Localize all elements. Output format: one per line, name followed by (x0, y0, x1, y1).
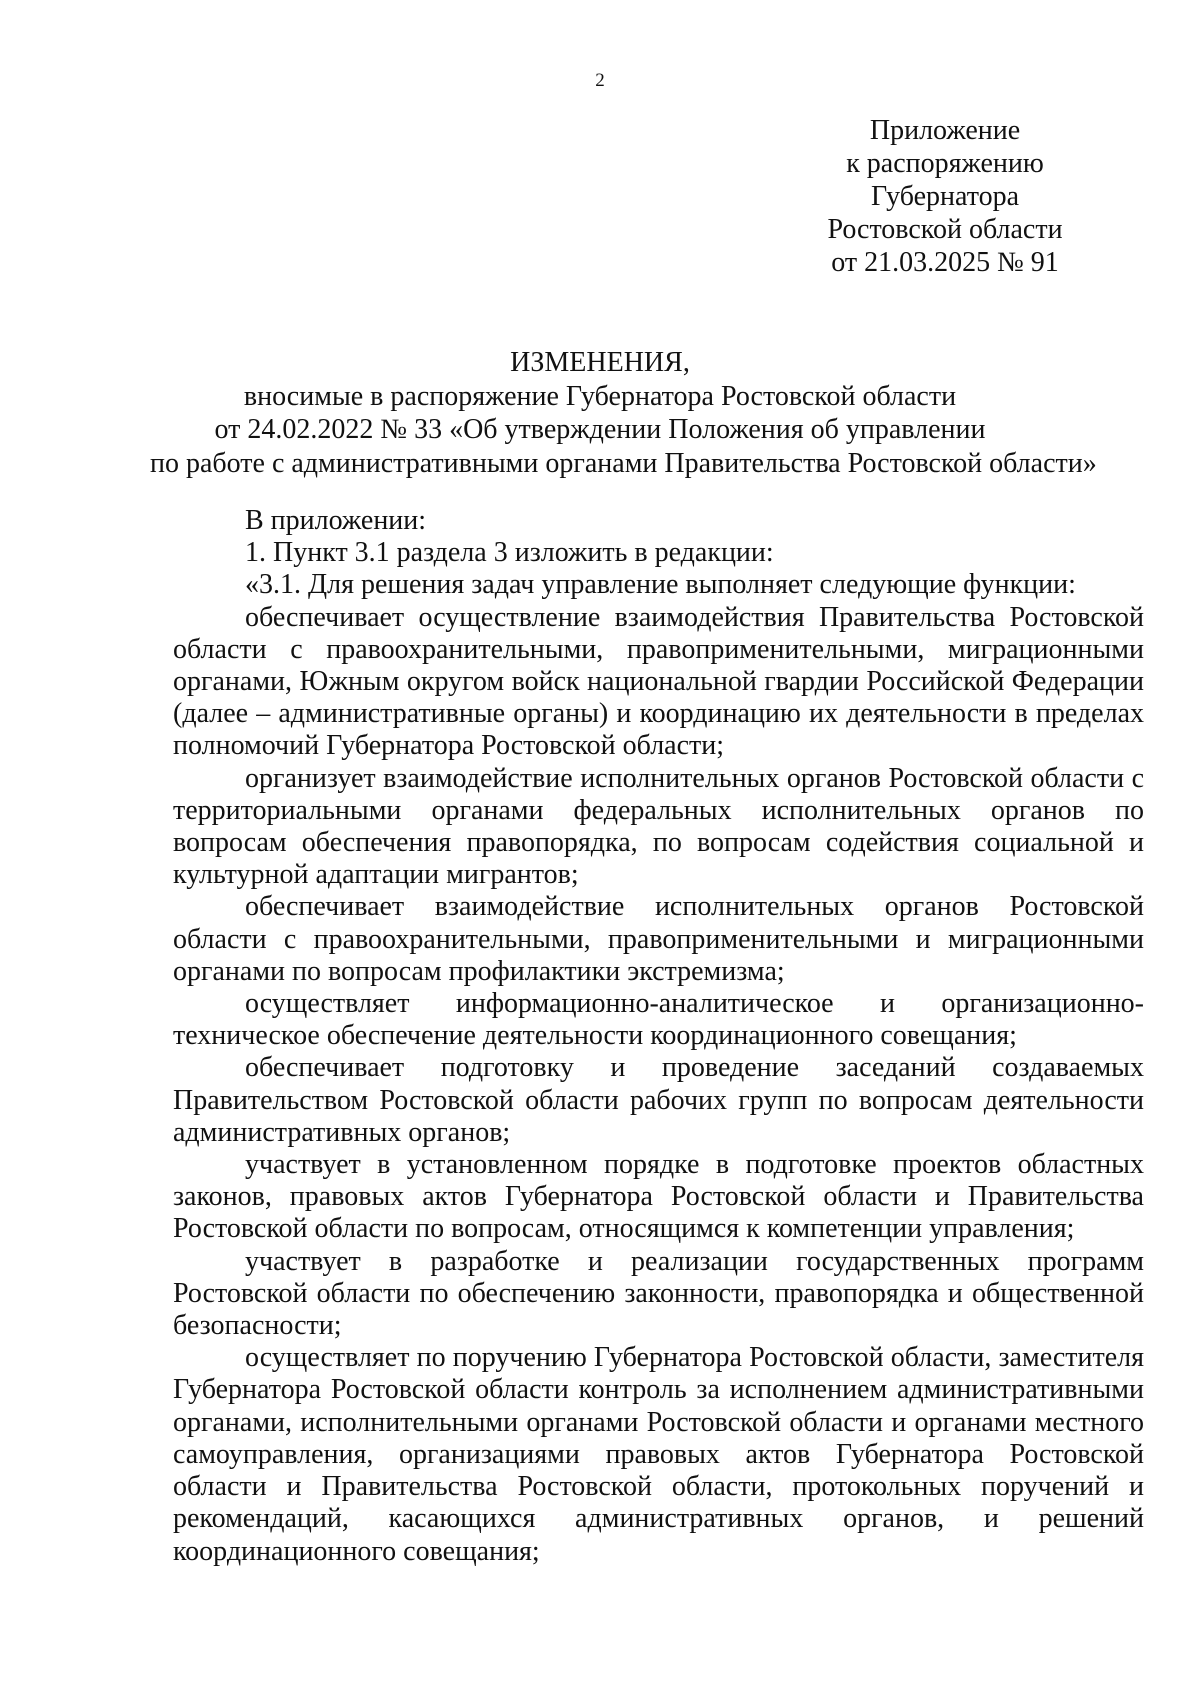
function-paragraph: организует взаимодействие исполнительных органов Ростовской области с территориальными органами федеральных исполнительных органов по вопросам обеспечения правопорядка, по вопросам содействия социальной и культурной адаптации мигрантов; (173, 762, 1144, 891)
appendix-line: Приложение (869, 115, 1021, 146)
document-heading (150, 346, 1097, 480)
function-paragraph: обеспечивает взаимодействие исполнительных органов Ростовской области с правоохранительными, правоприменительными и миграционными органами по вопросам профилактики экстремизма; (173, 891, 1144, 987)
item-1-line: 1. Пункт 3.1 раздела 3 изложить в редакции: (245, 537, 774, 569)
document-subtitle-line: по работе с административными органами Правительства Ростовской области» (150, 447, 1097, 479)
appendix-line: от 21.03.2025 № 91 (831, 247, 1059, 278)
document-title: ИЗМЕНЕНИЯ, (510, 347, 690, 378)
function-paragraph: обеспечивает подготовку и проведение заседаний создаваемых Правительством Ростовской области рабочих групп по вопросам деятельности административных органов; (173, 1052, 1144, 1148)
function-paragraph: обеспечивает осуществление взаимодействия Правительства Ростовской области с правоохранительными, правоприменительными, миграционными органами, Южным округом войск национальной гвардии Российской Федерации (далее – административные органы) и координацию их деятельности в пределах полномочий Губернатора Ростовской области; (173, 601, 1144, 762)
quote-start-line: «3.1. Для решения задач управление выполняет следующие функции: (245, 569, 1076, 601)
intro-line: В приложении: (245, 505, 427, 536)
page-number: 2 (595, 70, 605, 91)
function-paragraph: участвует в установленном порядке в подготовке проектов областных законов, правовых актов Губернатора Ростовской области и Правительства Ростовской области по вопросам, относящимся к компетенции управления; (173, 1149, 1144, 1245)
appendix-line: к распоряжению (846, 148, 1044, 179)
document-subtitle-line: от 24.02.2022 № 33 «Об утверждении Положения об управлении (214, 414, 986, 445)
function-paragraph: участвует в разработке и реализации государственных программ Ростовской области по обеспечению законности, правопорядка и общественной безопасности; (173, 1245, 1144, 1342)
document-subtitle-line: вносимые в распоряжение Губернатора Ростовской области (243, 380, 957, 412)
appendix-block (780, 114, 1110, 279)
function-paragraph: осуществляет по поручению Губернатора Ростовской области, заместителя Губернатора Ростовской области контроль за исполнением административными органами, исполнительными органами Ростовской области и органами местного самоуправления, организациями правовых актов Губернатора Ростовской области и Правительства Ростовской области, протокольных поручений и рекомендаций, касающихся административных органов, и решений координационного совещания; (173, 1342, 1144, 1567)
document-body (173, 505, 1144, 1568)
appendix-line: Ростовской области (827, 214, 1063, 245)
function-paragraph: осуществляет информационно-аналитическое и организационно-техническое обеспечение деятельности координационного совещания; (173, 988, 1144, 1052)
appendix-line: Губернатора (870, 181, 1020, 212)
